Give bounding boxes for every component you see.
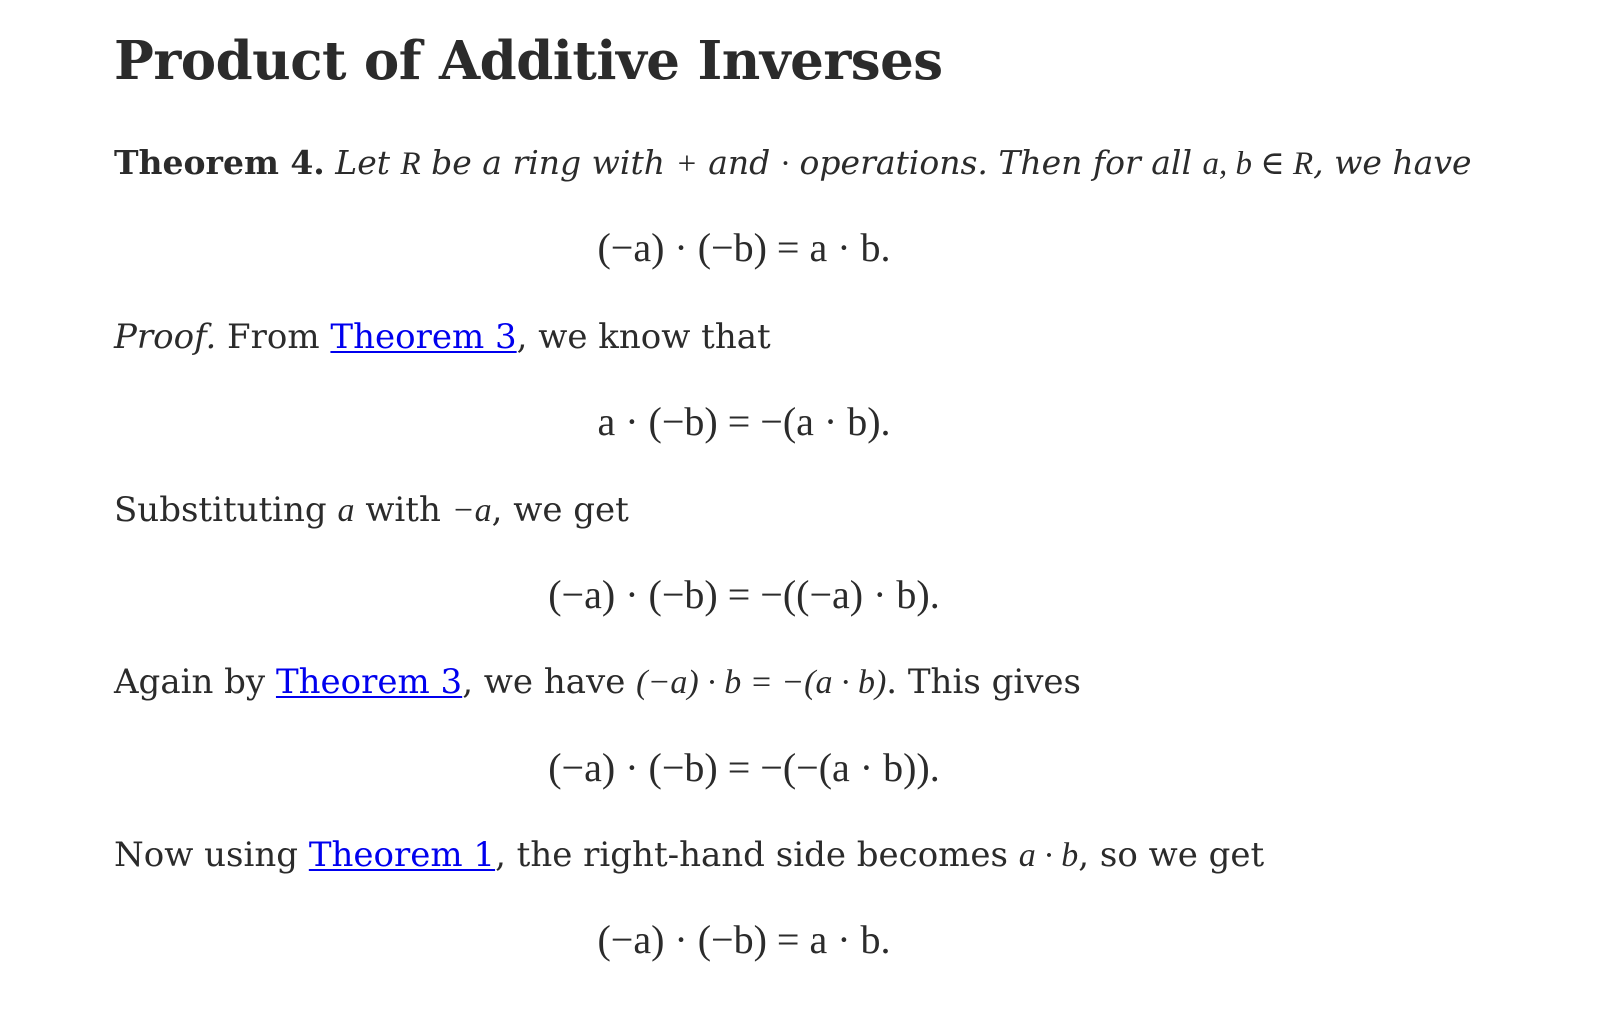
proof-text: From: [216, 317, 331, 357]
proof-label: Proof.: [114, 317, 217, 357]
theorem-text: , we have: [1313, 143, 1472, 182]
theorem-label: Theorem 4.: [114, 143, 325, 182]
substitution-line: [114, 490, 629, 530]
theorem-text: be a ring with: [420, 143, 676, 182]
theorem-3-link[interactable]: Theorem 3: [275, 662, 463, 702]
theorem-1-link[interactable]: Theorem 1: [308, 835, 496, 875]
theorem-3-link[interactable]: Theorem 3: [330, 317, 517, 357]
proof-text: , we know that: [516, 317, 771, 357]
math-var: R: [400, 146, 421, 182]
body-text: . This gives: [886, 662, 1082, 702]
math-var: −a: [451, 492, 492, 529]
display-equation-4: (−a) · (−b) = −(−(a · b)).: [548, 745, 940, 790]
now-line: [114, 835, 1265, 875]
math-op: ·: [780, 146, 790, 182]
display-equation-1: (−a) · (−b) = a · b.: [597, 225, 891, 270]
theorem-text: and: [697, 143, 781, 182]
math-var: R: [1292, 146, 1314, 182]
display-equation-3: (−a) · (−b) = −((−a) · b).: [548, 572, 940, 617]
math-op: ∈: [1252, 146, 1293, 182]
theorem-text: Let: [335, 143, 401, 182]
display-equation-2: a · (−b) = −(a · b).: [597, 399, 891, 444]
body-text: with: [354, 490, 452, 530]
body-text: , so we get: [1078, 835, 1265, 875]
proof-line: [114, 317, 771, 357]
inline-math: a · b: [1018, 837, 1079, 874]
body-text: Now using: [114, 835, 309, 875]
body-text: Substituting: [114, 490, 338, 530]
body-text: , we have: [462, 662, 637, 702]
inline-math: (−a) · b = −(a · b): [636, 664, 887, 701]
body-text: , the right-hand side becomes: [495, 835, 1019, 875]
display-equation-5: (−a) · (−b) = a · b.: [597, 917, 891, 962]
body-text: Again by: [114, 662, 276, 702]
theorem-statement: [114, 143, 1472, 182]
body-text: , we get: [491, 490, 629, 530]
math-var: a: [337, 492, 355, 529]
theorem-text: operations. Then for all: [789, 143, 1203, 182]
theorem-body: [335, 143, 1471, 182]
page-title: Product of Additive Inverses: [114, 30, 943, 92]
again-line: [114, 662, 1082, 702]
math-vars: a, b: [1202, 146, 1253, 182]
math-op: +: [675, 146, 698, 182]
